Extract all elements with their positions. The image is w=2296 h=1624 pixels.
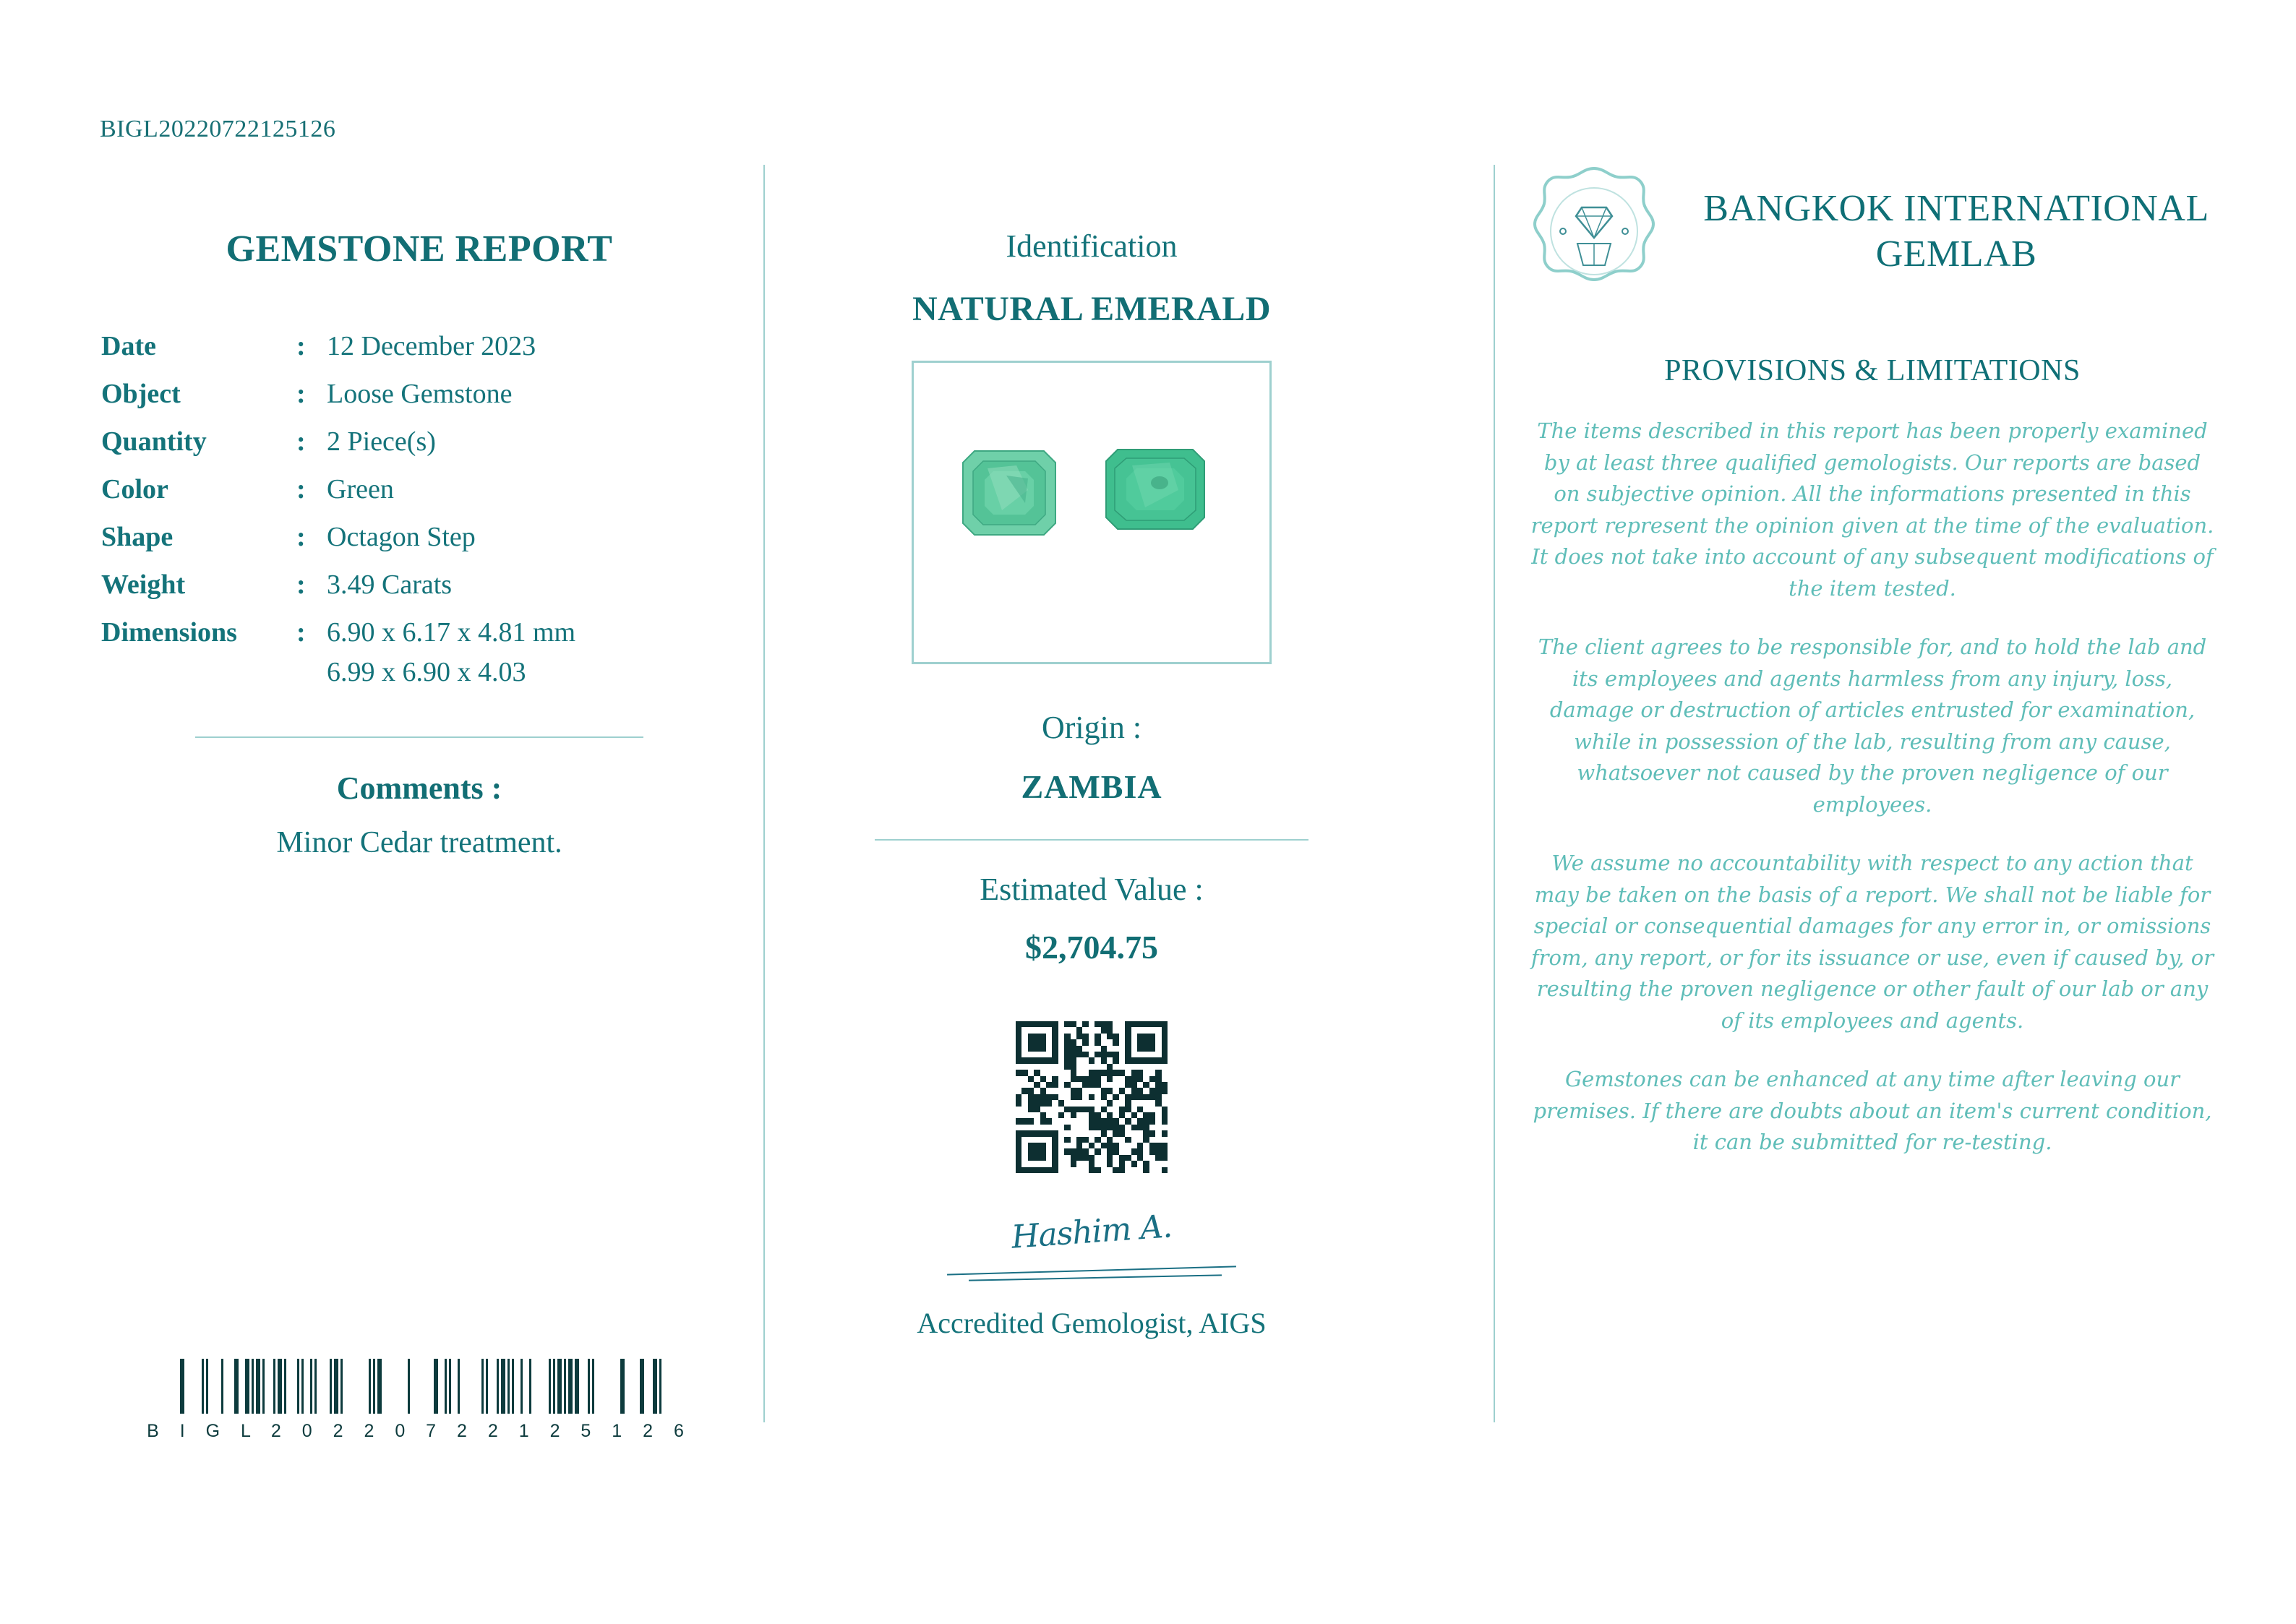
divider [875,839,1308,841]
spec-label-quantity: Quantity [101,426,207,457]
origin-label: Origin : [1041,710,1142,745]
signature-underline [947,1266,1236,1275]
spec-colon: : [296,474,306,504]
spec-colon: : [296,522,306,552]
page-title: GEMSTONE REPORT [226,228,613,270]
spec-label-date: Date [101,331,156,361]
estimated-value-amount: $2,704.75 [1025,929,1158,966]
brand-name: BANGKOK INTERNATIONAL GEMLAB [1703,187,2209,275]
spec-value-color: Green [327,474,394,504]
brand-header [1525,163,2219,300]
estimated-value-label: Estimated Value : [980,872,1204,907]
table-row [87,609,752,656]
spec-value-dimensions-line2: 6.99 x 6.90 x 4.03 [327,657,526,687]
spec-colon: : [296,426,306,457]
spec-colon-spacer [296,656,327,696]
divider [195,736,643,738]
provisions-paragraph-2: The client agrees to be responsible for, and to hold the lab and its employees and agents harmless from any injury, loss, damage or destruction of articles entrusted for examination, while in possession of the lab, resulting from any cause, whatsoever not caused by the proven negligence of our employees. [1538,635,2207,817]
gemstone-spec-table [87,322,752,696]
spec-colon: : [296,331,306,361]
barcode-image [87,1359,752,1414]
table-row [87,513,752,561]
spec-label-shape: Shape [101,522,174,552]
middle-column [802,155,1381,1340]
spec-colon: : [296,617,306,648]
spec-value-quantity: 2 Piece(s) [327,426,436,457]
comments-title: Comments : [336,770,502,806]
signature-name: Hashim A. [1010,1208,1173,1256]
provisions-paragraph-1: The items described in this report has been properly examined by at least three qualified gemologists. Our reports are based on subjective opinion. All the informations presented in this report represent the opinion given at the time of the evaluation. It does not take into account of any subsequent modifications of the item tested. [1530,418,2214,601]
spec-label-object: Object [101,379,181,409]
gemstone-image-left [959,447,1060,539]
barcode-number: B I G L 2 0 2 2 0 7 2 2 1 2 5 1 2 6 [147,1421,692,1441]
signature-underline-secondary [969,1274,1222,1281]
barcode-block [87,1359,752,1442]
spec-value-weight: 3.49 Carats [327,570,453,600]
spec-label-weight: Weight [101,570,186,600]
left-column [87,155,752,860]
origin-value: ZAMBIA [1021,768,1162,805]
table-row [87,370,752,418]
table-row [87,322,752,370]
spec-value-date: 12 December 2023 [327,331,536,361]
provisions-paragraph-3: We assume no accountability with respect to any action that may be taken on the basis of a report. We shall not be liable for special or consequential damages for any error in, or omissions from, any report, or for its issuance or use, even if caused by, or resulting the proven negligence or other fault of our lab or any of its employees and agents. [1530,851,2214,1033]
spec-value-shape: Octagon Step [327,522,476,552]
spec-label-color: Color [101,474,168,504]
gemologist-line: Accredited Gemologist, AIGS [917,1307,1267,1339]
provisions-title: PROVISIONS & LIMITATIONS [1664,354,2081,387]
identification-label: Identification [1006,228,1178,264]
spec-label-dimensions: Dimensions [101,617,237,648]
table-row [87,465,752,513]
provisions-paragraph-4: Gemstones can be enhanced at any time after leaving our premises. If there are doubts about an item's current condition, it can be submitted for re-testing. [1533,1067,2212,1154]
spec-value-object: Loose Gemstone [327,379,513,409]
spec-colon: : [296,570,306,600]
gemstone-image-right [1103,447,1207,532]
table-row [87,561,752,609]
identification-value: NATURAL EMERALD [912,290,1271,328]
signature [940,1208,1243,1293]
spec-value-dimensions: 6.90 x 6.17 x 4.81 mm [327,617,576,648]
gem-photo-frame [912,361,1272,664]
spec-label-spacer [87,656,296,696]
qr-code[interactable] [1016,1021,1168,1173]
spec-colon: : [296,379,306,409]
table-row [87,418,752,465]
report-id: BIGL20220722125126 [100,116,336,142]
table-row [87,656,752,696]
right-column [1525,155,2219,1159]
gemlab-logo-icon [1525,163,1663,300]
comments-text: Minor Cedar treatment. [276,826,562,859]
